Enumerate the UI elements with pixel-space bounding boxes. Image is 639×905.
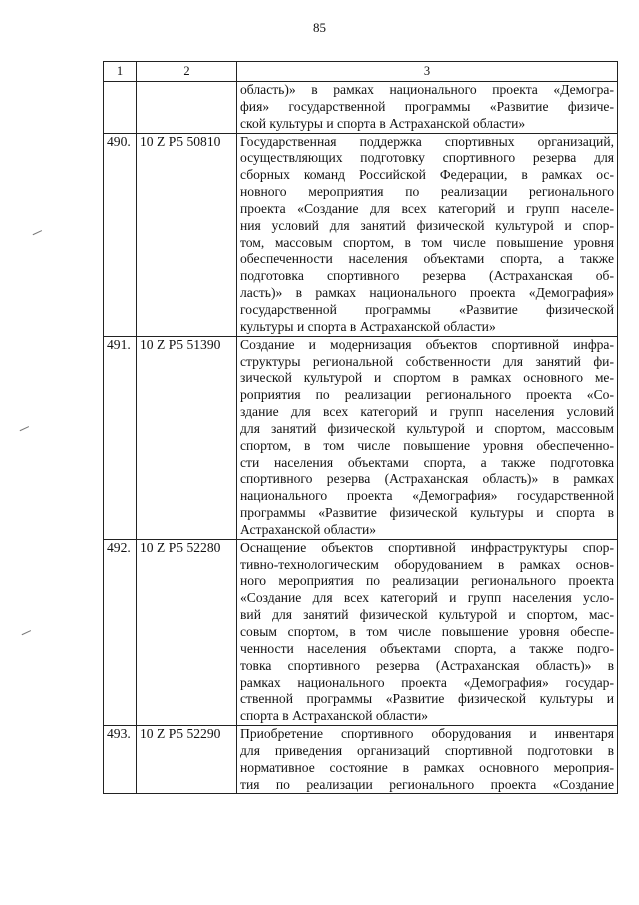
- description-line: ного мероприятия по реализации регионального проекта: [240, 573, 614, 589]
- table-row: [104, 133, 618, 336]
- row-number-cell: 491.: [104, 336, 137, 539]
- scan-speck: [33, 230, 44, 238]
- row-code-cell: 10 Z P5 51390: [137, 336, 237, 539]
- description-line: сти населения объектами спорта, а также подготовка: [240, 454, 614, 470]
- scan-speck: [20, 426, 31, 434]
- description-line: Астраханской области»: [240, 521, 377, 537]
- description-line: ченности населения объектами спорта, а также подго-: [240, 640, 614, 656]
- table-row: [104, 539, 618, 725]
- description-line: совым спортом, в том числе повышение уровня обеспе-: [240, 624, 614, 639]
- table-row: [104, 336, 618, 539]
- description-line: ния условий для занятий физической культурой и спор-: [240, 217, 614, 233]
- description-line: спортом, в том числе повышение уровня обеспеченно-: [240, 437, 614, 453]
- description-line: обеспеченности населения объектами спорта, а также: [240, 251, 614, 267]
- description-line: ственной программы «Развитие физической культуры и: [240, 691, 614, 707]
- description-line: тивно-технологическим оборудованием в рамках основ-: [240, 556, 614, 572]
- description-line: сборных команд Российской Федерации, в рамках ос-: [240, 167, 614, 183]
- column-header: 2: [137, 62, 237, 82]
- column-header: 1: [104, 62, 137, 82]
- description-line: область)» в рамках национального проекта «Демогра-: [240, 82, 614, 97]
- description-line: культуры и спорта в Астраханской области»: [240, 318, 496, 334]
- row-code-cell: 10 Z P5 52280: [137, 539, 237, 725]
- scan-speck: [22, 630, 33, 638]
- row-number-cell: [104, 82, 137, 134]
- description-line: новного мероприятия по реализации регионального: [240, 184, 614, 200]
- description-line: Оснащение объектов спортивной инфраструктуры спор-: [240, 539, 614, 555]
- row-description-cell: [237, 82, 618, 134]
- row-number-cell: 493.: [104, 726, 137, 794]
- description-line: товка спортивного резерва (Астраханская область)» в: [240, 657, 614, 673]
- description-line: нормативное состояние в рамках основного мероприя-: [240, 759, 614, 775]
- row-code-cell: 10 Z P5 50810: [137, 133, 237, 336]
- row-code-cell: [137, 82, 237, 134]
- description-line: для приведения организаций спортивной подготовки в: [240, 742, 614, 758]
- table-row: [104, 726, 618, 794]
- row-description-cell: [237, 336, 618, 539]
- description-line: рамках национального проекта «Демография» государ-: [240, 674, 614, 690]
- description-line: спортивного резерва (Астраханская область)» в рамках: [240, 471, 614, 487]
- description-line: тия по реализации регионального проекта «Создание: [240, 776, 614, 792]
- table-header-row: [104, 62, 618, 82]
- row-description-cell: [237, 726, 618, 794]
- description-line: здание для всех категорий и групп населения условий: [240, 404, 614, 420]
- description-line: спорта в Астраханской области»: [240, 708, 429, 724]
- description-line: том, массовым спортом, в том числе повышение уровня: [240, 234, 614, 250]
- column-header: 3: [237, 62, 618, 82]
- description-line: «Создание для всех категорий и групп населения усло-: [240, 590, 614, 606]
- table-row-continuation: [104, 82, 618, 134]
- description-line: национального проекта «Демография» государственной: [240, 488, 614, 504]
- description-line: структуры региональной собственности для занятий фи-: [240, 353, 614, 369]
- description-line: Приобретение спортивного оборудования и инвентаря: [240, 726, 614, 742]
- description-line: фия» государственной программы «Развитие физиче-: [240, 98, 614, 114]
- description-line: Государственная поддержка спортивных организаций,: [240, 133, 614, 149]
- description-line: для занятий физической культурой и спортом, массовым: [240, 420, 614, 436]
- description-line: зической культурой и спортом в рамках основного ме-: [240, 370, 614, 386]
- page-number: 85: [313, 20, 326, 35]
- row-description-cell: [237, 539, 618, 725]
- description-line: программы «Развитие физической культуры и спорта в: [240, 505, 614, 521]
- row-code-cell: 10 Z P5 52290: [137, 726, 237, 794]
- budget-classification-table: [103, 61, 618, 794]
- description-line: роприятия по реализации регионального проекта «Со-: [240, 387, 614, 403]
- description-line: ской культуры и спорта в Астраханской области»: [240, 115, 526, 131]
- description-line: Создание и модернизация объектов спортивной инфра-: [240, 336, 614, 352]
- description-line: проекта «Создание для всех категорий и групп населе-: [240, 200, 614, 216]
- description-line: государственной программы «Развитие физической: [240, 301, 614, 317]
- description-line: ласть)» в рамках национального проекта «Демография»: [240, 285, 614, 301]
- row-description-cell: [237, 133, 618, 336]
- row-number-cell: 492.: [104, 539, 137, 725]
- description-line: вий для занятий физической культурой и спортом, мас-: [240, 607, 614, 623]
- row-number-cell: 490.: [104, 133, 137, 336]
- description-line: осуществляющих подготовку спортивного резерва для: [240, 150, 614, 166]
- description-line: подготовка спортивного резерва (Астраханская об-: [240, 268, 614, 284]
